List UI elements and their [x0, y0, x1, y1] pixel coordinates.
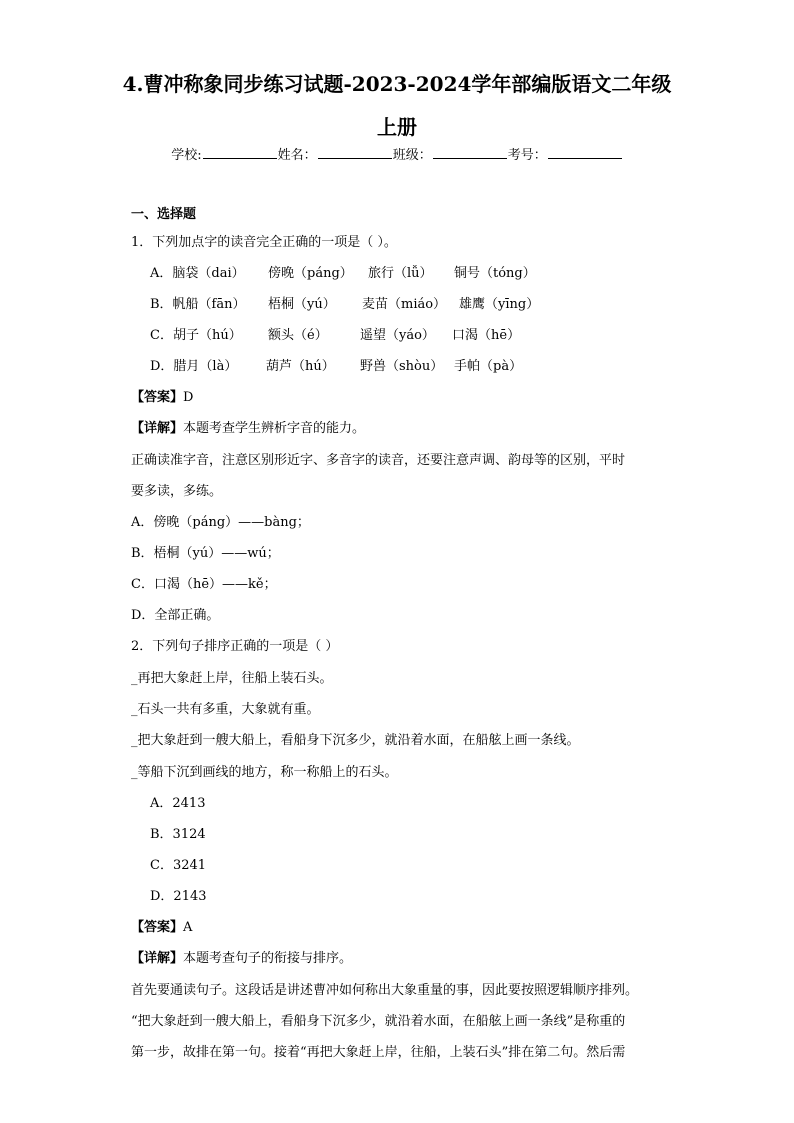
sentence-4: _等船下沉到画线的地方，称一称船上的石头。	[131, 765, 398, 780]
answer-value: D	[183, 390, 194, 405]
exam-no-label: 考号：	[507, 148, 547, 163]
question-1-option-d	[150, 358, 522, 376]
option-item: 葫芦（hú）	[266, 359, 335, 374]
school-label: 学校:	[171, 148, 202, 163]
option-item: 旅行（lǚ）	[368, 266, 433, 281]
name-label: 姓名：	[277, 148, 317, 163]
option-item: 麦苗（miáo）	[362, 297, 447, 312]
explanation-line: 第一步，故排在第一句。接着“再把大象赶上岸，往船，上装石头”排在第二句。然后需	[131, 1045, 626, 1060]
sentence-3: _把大象赶到一艘大船上，看船身下沉多少，就沿着水面，在船舷上画一条线。	[131, 733, 580, 748]
explanation-line: D．全部正确。	[131, 608, 220, 623]
question-1-option-c	[150, 327, 520, 345]
name-field[interactable]	[318, 146, 392, 159]
detail-text: 本题考查学生辨析字音的能力。	[183, 421, 366, 436]
explanation-line: C．口渴（hē）——kě；	[131, 577, 277, 592]
option-item: 野兽（shòu）	[360, 359, 444, 374]
detail-tag: 【详解】	[131, 421, 184, 436]
explanation-line: 正确读准字音，注意区别形近字、多音字的读音，还要注意声调、韵母等的区别，平时	[131, 453, 626, 468]
option-item: 口渴（hē）	[452, 328, 521, 343]
explanation-line: 要多读，多练。	[131, 484, 223, 499]
option-item: 遥望（yáo）	[360, 328, 435, 343]
option-item: 雄鹰（yīng）	[459, 297, 540, 312]
school-field[interactable]	[203, 146, 277, 159]
option-item: 傍晚（páng）	[268, 266, 353, 281]
explanation-line: “把大象赶到一艘大船上，看船身下沉多少，就沿着水面，在船舷上画一条线”是称重的	[131, 1014, 626, 1029]
detail-tag: 【详解】	[131, 951, 184, 966]
question-2-stem: 2．下列句子排序正确的一项是（ ）	[131, 639, 339, 654]
option-item: 梧桐（yú）	[268, 297, 336, 312]
question-2-option-a: A．2413	[150, 796, 206, 811]
answer-value: A	[183, 920, 193, 935]
option-item: C．胡子（hú）	[150, 328, 242, 343]
question-1-answer	[131, 389, 193, 407]
question-2-detail	[131, 950, 352, 968]
option-item: D．腊月（là）	[150, 359, 238, 374]
student-info-row	[0, 144, 794, 163]
exam-no-field[interactable]	[548, 146, 622, 159]
section-heading: 一、选择题	[131, 207, 197, 222]
detail-text: 本题考查句子的衔接与排序。	[183, 951, 353, 966]
page-title: 4.曹冲称象同步练习试题-2023-2024学年部编版语文二年级	[122, 72, 672, 96]
question-2-answer	[131, 919, 192, 937]
sentence-2: _石头一共有多重，大象就有重。	[131, 702, 320, 717]
answer-tag: 【答案】	[131, 390, 184, 405]
question-1-option-a	[150, 265, 536, 283]
sentence-1: _再把大象赶上岸，往船上装石头。	[131, 671, 333, 686]
explanation-line: A．傍晚（páng）——bàng；	[131, 515, 310, 530]
class-label: 班级：	[392, 148, 432, 163]
option-item: A．脑袋（dai）	[150, 266, 245, 281]
option-item: 额头（é）	[268, 328, 328, 343]
option-item: B．帆船（fān）	[150, 297, 246, 312]
explanation-line: 首先要通读句子。这段话是讲述曹冲如何称出大象重量的事，因此要按照逻辑顺序排列。	[131, 983, 639, 998]
page-title-continued: 上册	[377, 115, 417, 139]
question-1-detail	[131, 420, 365, 438]
question-1-option-b	[150, 296, 539, 314]
option-item: 手帕（pà）	[454, 359, 523, 374]
answer-tag: 【答案】	[131, 920, 184, 935]
question-2-option-b: B．3124	[150, 827, 206, 842]
option-item: 铜号（tóng）	[454, 266, 536, 281]
question-2-option-d: D．2143	[150, 889, 207, 904]
question-1-stem: 1．下列加点字的读音完全正确的一项是（ ）。	[131, 235, 397, 250]
class-field[interactable]	[433, 146, 507, 159]
explanation-line: B．梧桐（yú）——wú；	[131, 546, 280, 561]
question-2-option-c: C．3241	[150, 858, 207, 873]
